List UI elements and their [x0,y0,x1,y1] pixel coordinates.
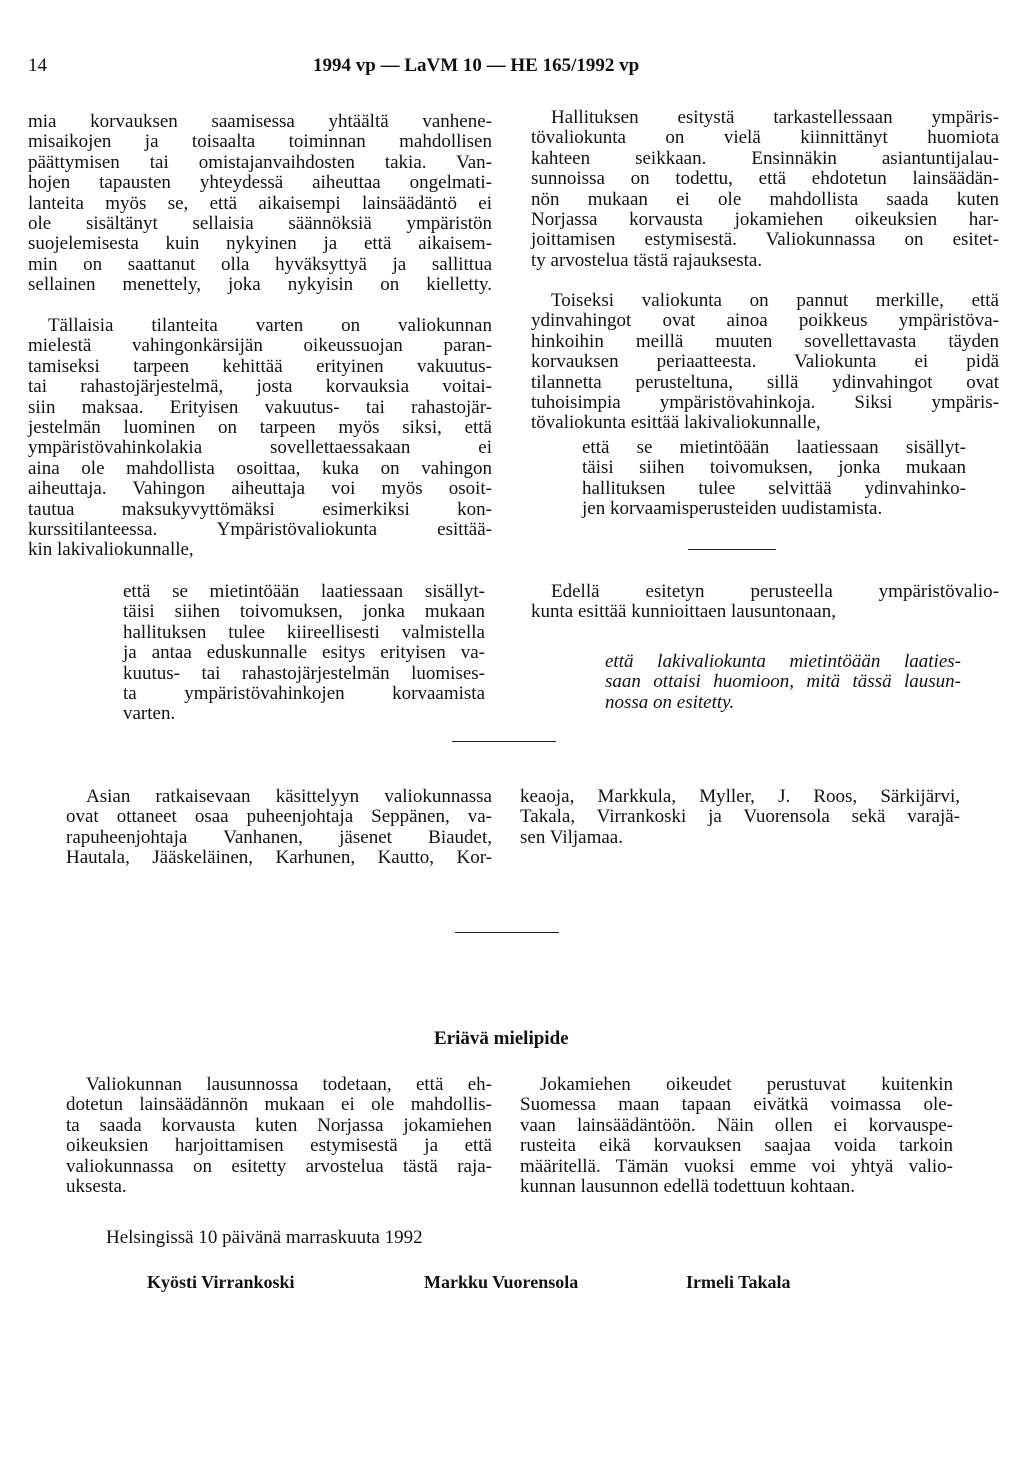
text-line: päättymisen tai omistajanvaihdosten takia. Van- [28,151,492,173]
signature-name: Kyösti Virrankoski [147,1272,295,1292]
text-line: hallituksen tulee selvittää ydinvahinko- [582,477,966,499]
text-line: Valiokunnan lausunnossa todetaan, että eh- [86,1074,492,1095]
text-line: tamiseksi tarpeen kehittää erityinen vakuutus- [28,355,492,377]
text-line: hallituksen tulee kiireellisesti valmistella [123,621,485,643]
text-line: Takala, Virrankoski ja Vuorensola sekä varajä- [520,806,960,828]
text-line: ta ympäristövahinkojen korvaamista [123,683,485,705]
text-line: sen Viljamaa. [520,826,623,848]
left-paragraph-2 [28,316,492,561]
section-divider [452,741,556,742]
text-line: ole sisältänyt sellaisia säännöksiä ympäristön [28,213,492,235]
running-title: 1994 vp — LaVM 10 — HE 165/1992 vp [313,55,640,76]
text-line: ydinvahingot ovat ainoa poikkeus ympäristöva- [531,310,999,332]
text-line: kunta esittää kunnioittaen lausuntonaan, [531,601,836,623]
text-line: aiheuttaja. Vahingon aiheuttaja voi myös osoit- [28,478,492,500]
left-paragraph-1 [28,112,492,296]
dissent-left [66,1075,492,1197]
text-line: nossa on esitetty. [605,691,735,713]
text-line: rapuheenjohtaja Vanhanen, jäsenet Biaudet, [66,826,492,848]
text-line: ympäristövahinkolakia sovellettaessakaan ei [28,437,492,459]
left-proposal-paragraph [123,582,485,725]
text-line: kunnan lausunnon edellä todettuun kohtaan. [520,1176,856,1198]
text-line: jestelmän luominen on tarpeen myös siksi, että [28,417,492,439]
text-line: varten. [123,703,176,725]
text-line: kahteen seikkaan. Ensinnäkin asiantuntijalau- [531,147,999,169]
text-line: uksesta. [66,1176,127,1198]
page-number: 14 [28,55,47,76]
section-divider [688,549,776,550]
text-line: misaikojen ja toisaalta toiminnan mahdollisen [28,131,492,153]
text-line: valiokunnassa on esitetty arvostelua tästä raja- [66,1155,492,1177]
text-line: tilannetta perusteltuna, sillä ydinvahingot ovat [531,371,999,393]
text-line: hojen tapausten yhteydessä aiheuttaa ongelmati- [28,172,492,194]
text-line: täisi siihen toivomuksen, jonka mukaan [582,457,966,479]
text-line: nön mukaan ei ole mahdollista saada kuten [531,188,999,210]
text-line: Suomessa maan tapaan eivätkä voimassa ole- [520,1094,953,1116]
text-line: tai rahastojärjestelmä, josta korvauksia voitai- [28,376,492,398]
text-line: korvauksen periaatteesta. Valiokunta ei pidä [531,351,999,373]
signature-name: Irmeli Takala [686,1272,791,1292]
text-line: tövaliokunta on vielä kiinnittänyt huomiota [531,127,999,149]
text-line: kuutus- tai rahastojärjestelmän luomises- [123,662,485,684]
text-line: Hallituksen esitystä tarkastellessaan ympäris- [551,107,999,128]
text-line: ovat ottaneet osaa puheenjohtaja Seppänen, va- [66,806,492,828]
text-line: kin lakivaliokunnalle, [28,539,194,561]
text-line: Hautala, Jääskeläinen, Karhunen, Kautto, Kor- [66,847,492,869]
text-line: tautua maksukyvyttömäksi esimerkiksi kon- [28,498,492,520]
section-divider [455,932,559,933]
text-line: aina ole mahdollista osoittaa, kuka on vahingon [28,457,492,479]
text-line: Edellä esitetyn perusteella ympäristövalio- [551,581,999,602]
right-proposal-paragraph [582,438,966,520]
text-line: ja antaa eduskunnalle esitys erityisen va- [123,642,485,664]
right-paragraph-1 [531,108,999,271]
text-line: ty arvostelua tästä rajauksesta. [531,249,763,271]
text-line: rusteita eikä korvauksen saajaa voida tarkoin [520,1135,953,1157]
text-line: ta saada korvausta kuten Norjassa jokamiehen [66,1114,492,1136]
participants-right [520,787,960,848]
text-line: lanteita myös se, että aikaisempi lainsäädäntö ei [28,192,492,214]
text-line: määritellä. Tämän vuoksi emme voi yhtyä valio- [520,1155,953,1177]
text-line: mia korvauksen saamisessa yhtäältä vanhene- [28,111,492,132]
text-line: mielestä vahingonkärsijän oikeussuojan paran- [28,335,492,357]
text-line: tuhoisimpia ympäristövahinkoja. Siksi ympäris- [531,392,999,414]
text-line: täisi siihen toivomuksen, jonka mukaan [123,601,485,623]
text-line: Asian ratkaisevaan käsittelyyn valiokunnassa [86,786,492,807]
text-line: että se mietintöään laatiessaan sisällyt- [123,581,485,602]
text-line: sunnoissa on todettu, että ehdotetun lainsäädän- [531,168,999,190]
text-line: siin maksaa. Erityisen vakuutus- tai rahastojär- [28,396,492,418]
text-line: Tällaisia tilanteita varten on valiokunnan [48,315,492,336]
dissent-heading: Eriävä mielipide [434,1028,569,1049]
place-date: Helsingissä 10 päivänä marraskuuta 1992 [106,1227,423,1248]
text-line: vaan lainsäädäntöön. Näin ollen ei korvauspe- [520,1114,953,1136]
text-line: Toiseksi valiokunta on pannut merkille, että [551,290,999,311]
text-line: Jokamiehen oikeudet perustuvat kuitenkin [540,1074,953,1095]
right-paragraph-4 [531,582,999,623]
text-line: joittamisen estymisestä. Valiokunnassa on esitet- [531,229,999,251]
dissent-right [520,1075,953,1197]
text-line: että se mietintöään laatiessaan sisällyt- [582,437,966,458]
text-line: min on saattanut olla hyväksyttyä ja sallittua [28,253,492,275]
text-line: tövaliokunta esittää lakivaliokunnalle, [531,412,821,434]
participants-left [66,787,492,869]
text-line: keaoja, Markkula, Myller, J. Roos, Särkijärvi, [520,786,960,807]
text-line: hinkoihin meillä muuten sovellettavasta täyden [531,330,999,352]
right-paragraph-2 [531,291,999,434]
signature-name: Markku Vuorensola [424,1272,579,1292]
text-line: kurssitilanteessa. Ympäristövaliokunta esittää- [28,519,492,541]
text-line: dotetun lainsäädännön mukaan ei ole mahdollis- [66,1094,492,1116]
text-line: sellainen menettely, joka nykyisin on kielletty. [28,274,492,296]
text-line: saan ottaisi huomioon, mitä tässä lausun- [605,671,961,693]
text-line: että lakivaliokunta mietintöään laaties- [605,651,961,672]
right-proposal-italic [605,652,961,713]
text-line: Norjassa korvausta jokamiehen oikeuksien har- [531,209,999,231]
text-line: suojelemisesta kuin nykyinen ja että aikaisem- [28,233,492,255]
text-line: oikeuksien harjoittamisen estymisestä ja että [66,1135,492,1157]
text-line: jen korvaamisperusteiden uudistamista. [582,498,883,520]
